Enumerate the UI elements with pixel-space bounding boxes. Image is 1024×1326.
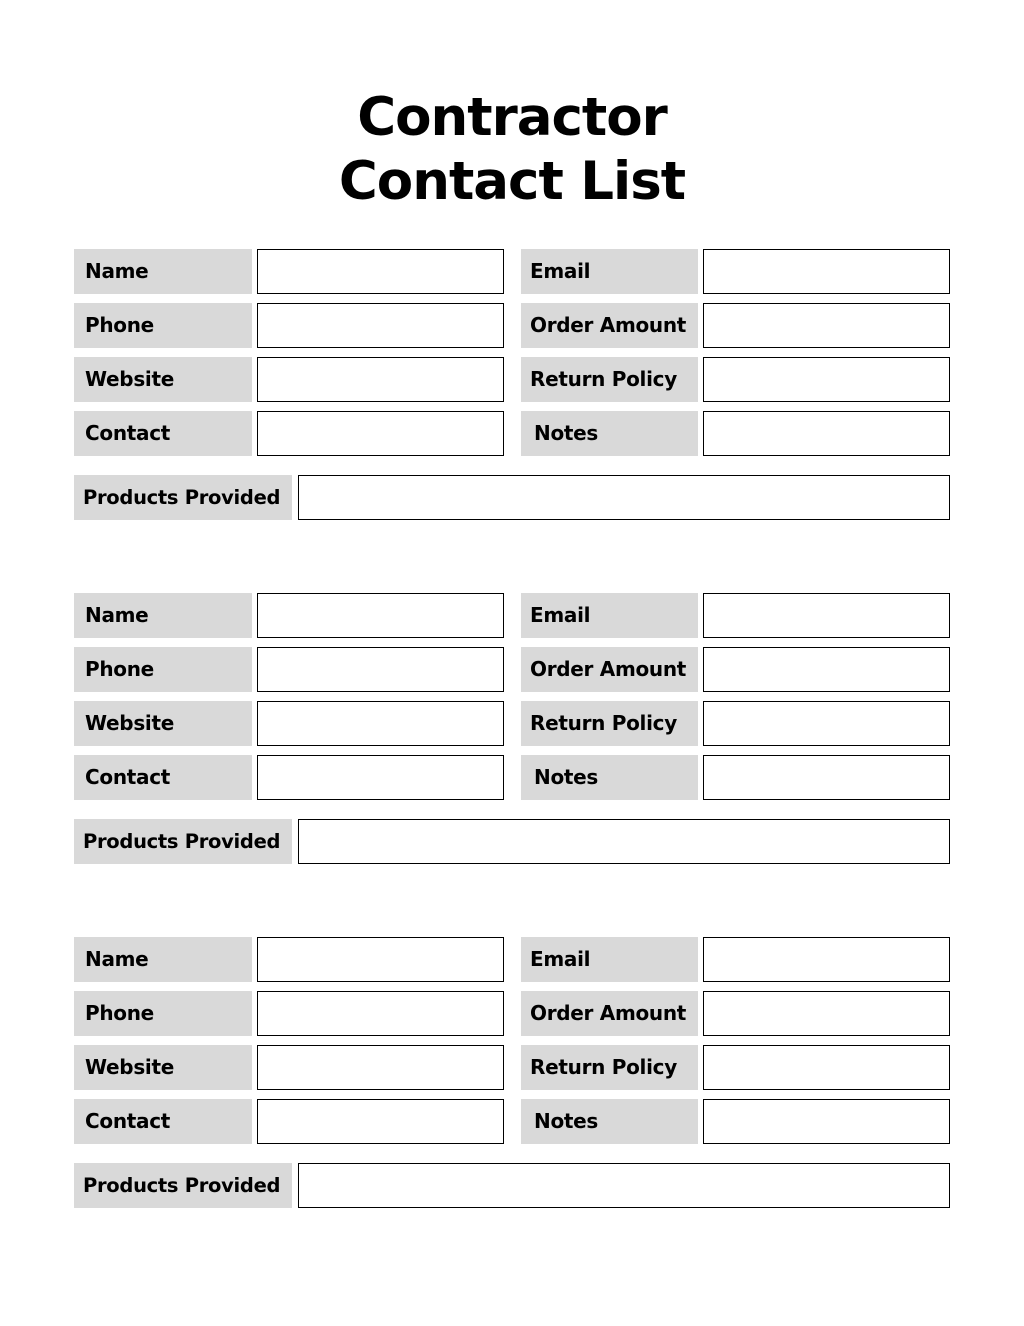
website-label: Website	[74, 701, 252, 746]
return-policy-field[interactable]	[703, 1045, 950, 1090]
contact-label: Contact	[74, 755, 252, 800]
return-policy-label: Return Policy	[521, 1045, 698, 1090]
name-label: Name	[74, 593, 252, 638]
page-title	[0, 86, 1024, 214]
email-field[interactable]	[703, 937, 950, 982]
page-title-line-2: Contact List	[338, 151, 686, 212]
contact-label: Contact	[74, 1099, 252, 1144]
contractor-entry-1	[0, 249, 1024, 521]
notes-field[interactable]	[703, 755, 950, 800]
order-amount-field[interactable]	[703, 303, 950, 348]
email-label: Email	[521, 593, 698, 638]
notes-label: Notes	[521, 1099, 698, 1144]
website-field[interactable]	[257, 357, 504, 402]
email-label: Email	[521, 937, 698, 982]
contractor-entry-3	[0, 937, 1024, 1209]
contractor-entry-2	[0, 593, 1024, 865]
phone-field[interactable]	[257, 647, 504, 692]
order-amount-label: Order Amount	[521, 991, 698, 1036]
products-provided-label: Products Provided	[74, 475, 292, 520]
email-field[interactable]	[703, 249, 950, 294]
return-policy-field[interactable]	[703, 357, 950, 402]
products-provided-field[interactable]	[298, 475, 950, 520]
email-label: Email	[521, 249, 698, 294]
website-field[interactable]	[257, 1045, 504, 1090]
website-field[interactable]	[257, 701, 504, 746]
website-label: Website	[74, 1045, 252, 1090]
name-field[interactable]	[257, 937, 504, 982]
notes-field[interactable]	[703, 1099, 950, 1144]
products-provided-field[interactable]	[298, 1163, 950, 1208]
order-amount-field[interactable]	[703, 991, 950, 1036]
notes-label: Notes	[521, 755, 698, 800]
phone-field[interactable]	[257, 991, 504, 1036]
page-title-line-1: Contractor	[357, 87, 667, 148]
phone-label: Phone	[74, 991, 252, 1036]
order-amount-label: Order Amount	[521, 303, 698, 348]
contact-field[interactable]	[257, 411, 504, 456]
contact-label: Contact	[74, 411, 252, 456]
phone-label: Phone	[74, 647, 252, 692]
products-provided-label: Products Provided	[74, 1163, 292, 1208]
return-policy-label: Return Policy	[521, 357, 698, 402]
contact-field[interactable]	[257, 1099, 504, 1144]
phone-label: Phone	[74, 303, 252, 348]
phone-field[interactable]	[257, 303, 504, 348]
website-label: Website	[74, 357, 252, 402]
products-provided-label: Products Provided	[74, 819, 292, 864]
email-field[interactable]	[703, 593, 950, 638]
contact-field[interactable]	[257, 755, 504, 800]
return-policy-label: Return Policy	[521, 701, 698, 746]
products-provided-field[interactable]	[298, 819, 950, 864]
notes-label: Notes	[521, 411, 698, 456]
order-amount-label: Order Amount	[521, 647, 698, 692]
name-field[interactable]	[257, 249, 504, 294]
name-label: Name	[74, 249, 252, 294]
name-label: Name	[74, 937, 252, 982]
order-amount-field[interactable]	[703, 647, 950, 692]
return-policy-field[interactable]	[703, 701, 950, 746]
name-field[interactable]	[257, 593, 504, 638]
notes-field[interactable]	[703, 411, 950, 456]
